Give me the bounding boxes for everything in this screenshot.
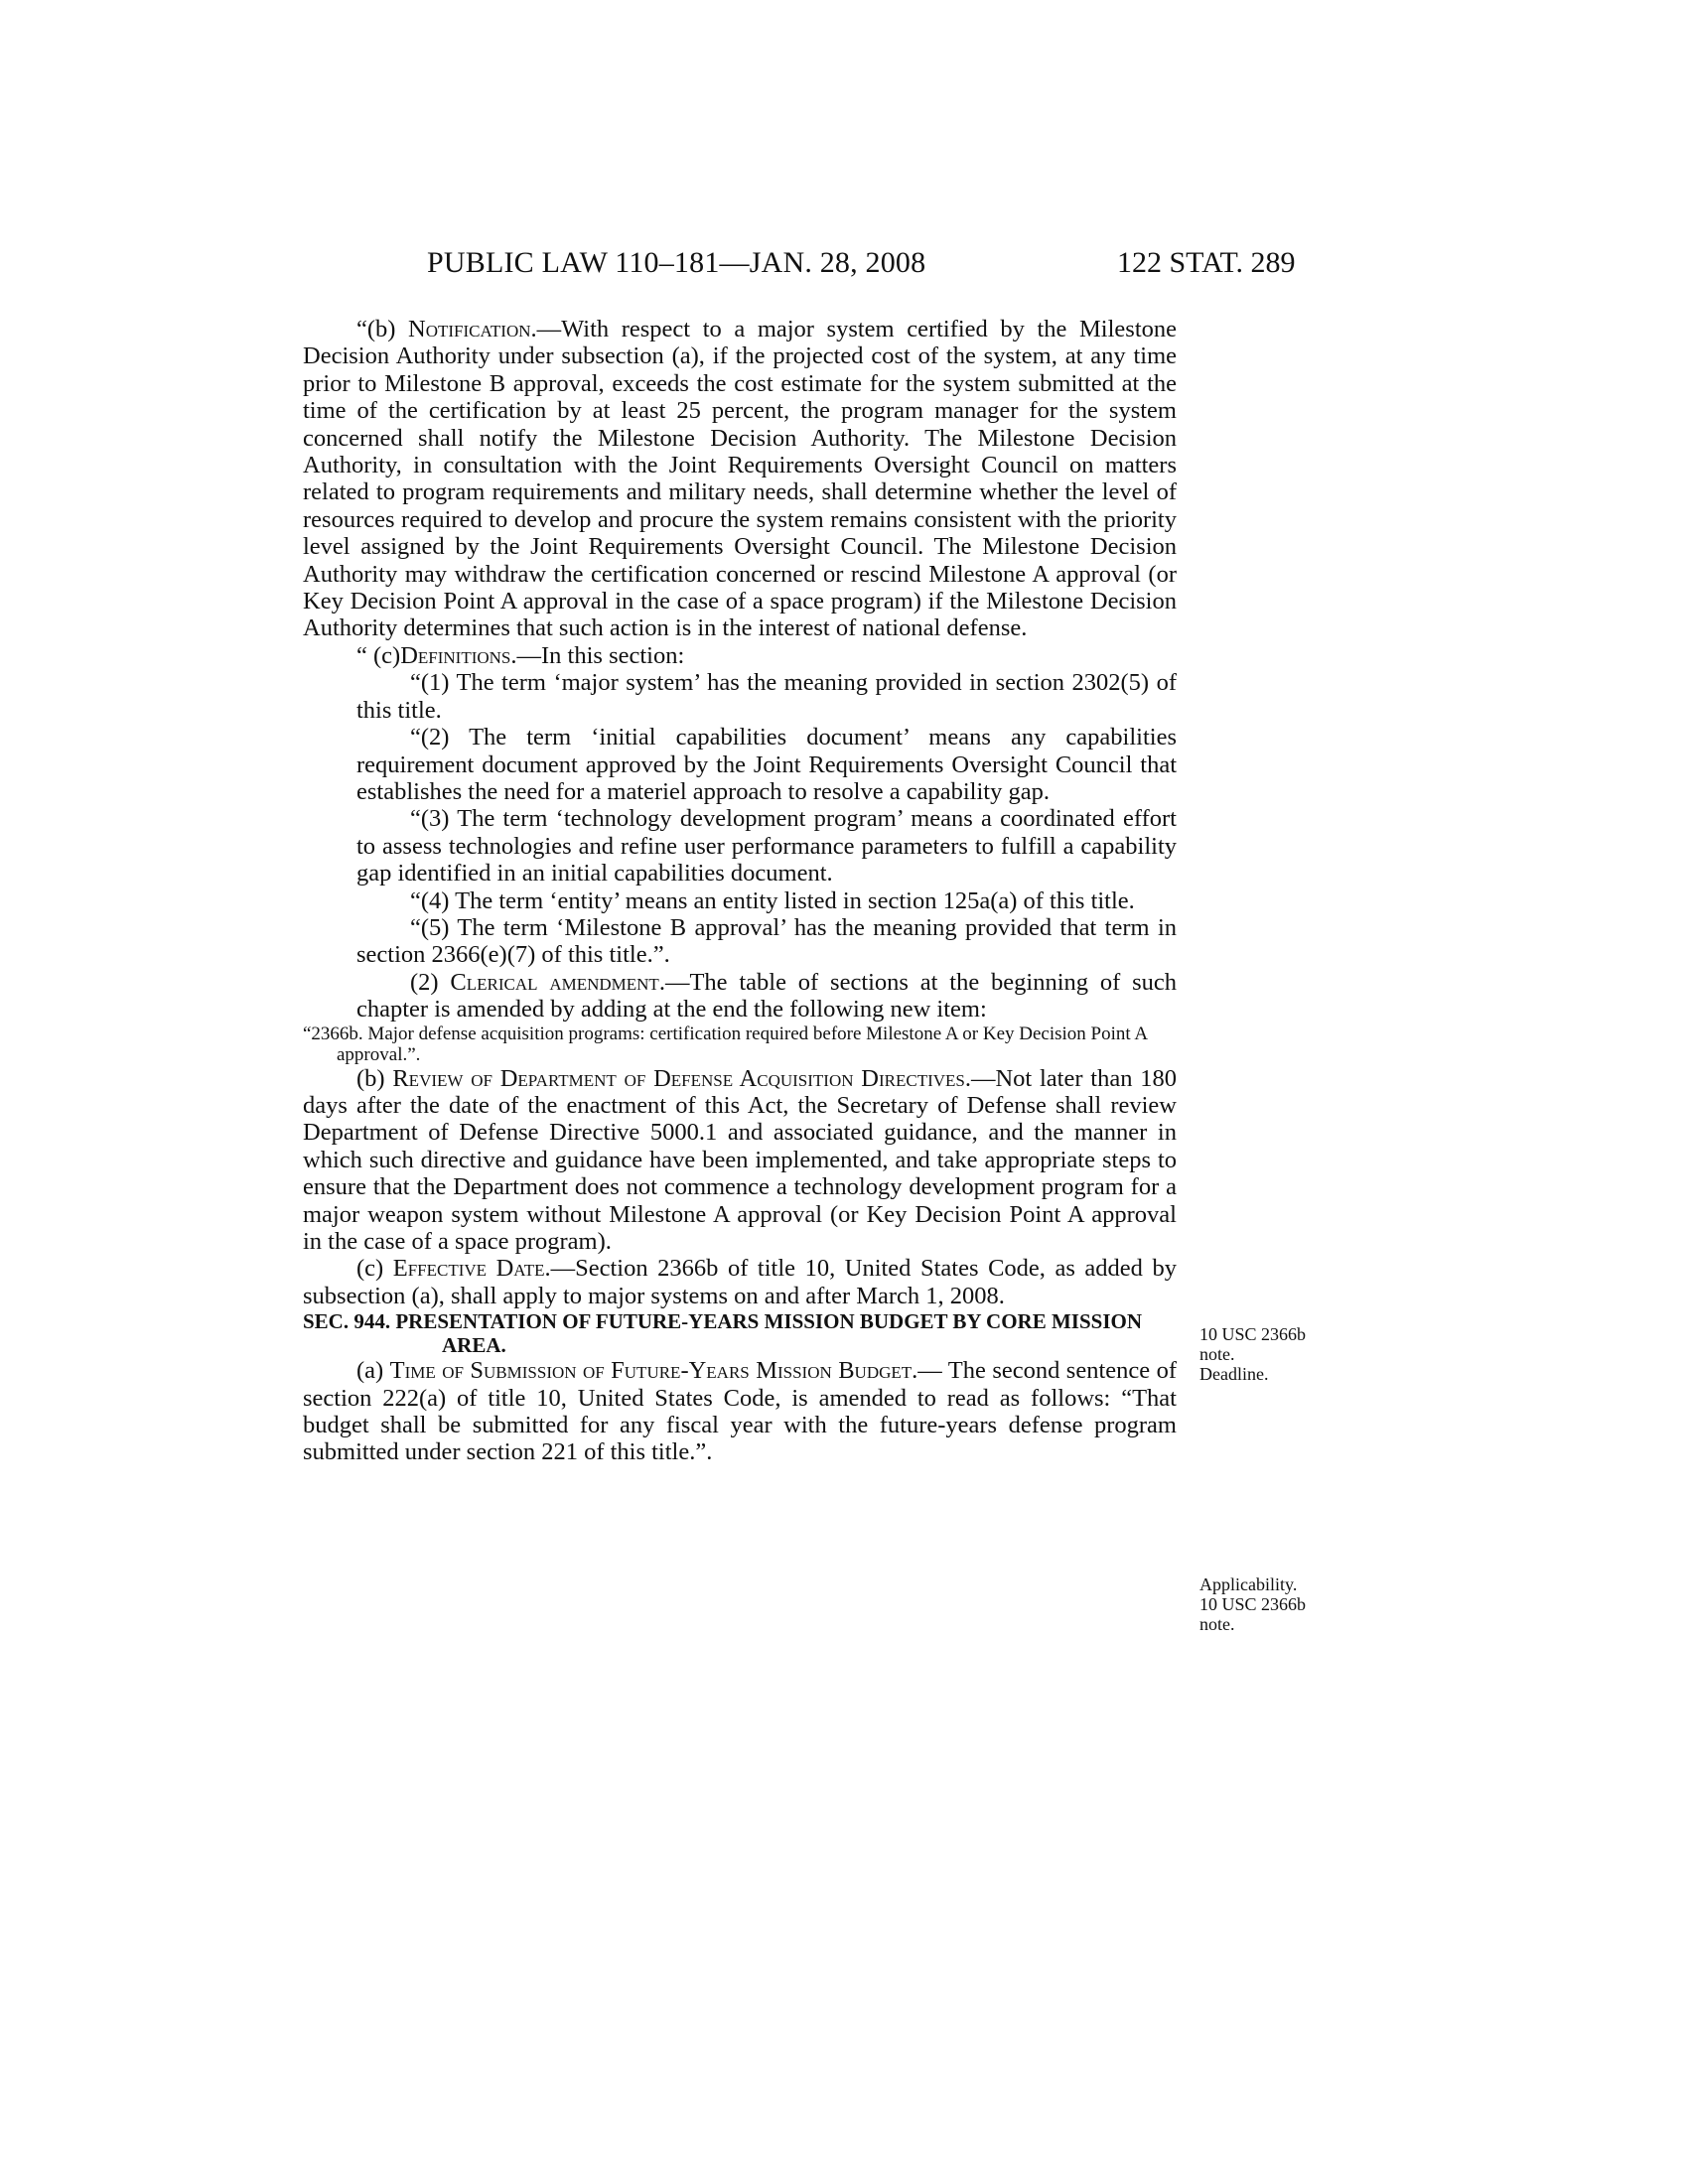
definition-3: “(3) The term ‘technology development program’ means a coordinated effort to assess technologies and refine user performance parameters to fulfill a capability gap identified in an initial capabilities document.	[356, 805, 1177, 887]
definition-5: “(5) The term ‘Milestone B approval’ has the meaning provided that term in section 2366(e)(7) of this title.”.	[356, 913, 1177, 969]
paragraph-lead: (c)	[356, 1255, 393, 1283]
margin-note-line: Deadline.	[1199, 1364, 1269, 1384]
paragraph-caption: Time of Submission of Future-Years Mission Budget	[389, 1357, 913, 1385]
margin-note-applicability	[1199, 1574, 1358, 1634]
paragraph-clerical-amendment	[303, 969, 1177, 1024]
paragraph-text: .—Not later than 180 days after the date of the enactment of this Act, the Secretary of Defense shall review Department of Defense Directive 5000.1 and associated guidance, and the manner in which such directive and guidance have been implemented, and take appropriate steps to ensure that the Department does not commence a technology development program for a major weapon system without Milestone A approval (or Key Decision Point A approval in the case of a space program).	[303, 1064, 1177, 1255]
paragraph-text: .—With respect to a major system certified by the Milestone Decision Authority under subsection (a), if the projected cost of the system, at any time prior to Milestone B approval, exceeds the cost estimate for the system submitted at the time of the certification by at least 25 percent, the program manager for the system concerned shall notify the Milestone Decision Authority. The Milestone Decision Authority, in consultation with the Joint Requirements Oversight Council on matters related to program requirements and military needs, shall determine whether the level of resources required to develop and procure the system remains consistent with the priority level assigned by the Joint Requirements Oversight Council. The Milestone Decision Authority may withdraw the certification concerned or rescind Milestone A approval (or Key Decision Point A approval in the case of a space program) if the Milestone Decision Authority determines that such action is in the interest of national defense.	[303, 316, 1178, 642]
definition-2: “(2) The term ‘initial capabilities document’ means any capabilities requirement document approved by the Joint Requirements Oversight Council that establishes the need for a materiel approach to resolve a capability gap.	[356, 724, 1177, 805]
paragraph-caption: Definitions	[400, 641, 511, 669]
paragraph-lead: “ (c)	[356, 641, 401, 669]
paragraph-caption: Effective Date	[392, 1255, 545, 1283]
margin-note-line: 10 USC 2366b	[1199, 1324, 1307, 1344]
page-header-title: PUBLIC LAW 110–181—JAN. 28, 2008	[427, 246, 926, 279]
margin-note-deadline	[1199, 1324, 1358, 1384]
paragraph-time-of-submission	[303, 1357, 1177, 1466]
paragraph-text: .—The table of sections at the beginning of such chapter is amended by adding at the end the following new item:	[356, 968, 1177, 1024]
page-header-stat: 122 STAT. 289	[1117, 246, 1296, 279]
paragraph-caption: Clerical amendment	[450, 968, 659, 996]
paragraph-text: .—In this section:	[510, 641, 685, 669]
definition-4: “(4) The term ‘entity’ means an entity listed in section 125a(a) of this title.	[410, 887, 1135, 914]
paragraph-lead: (a)	[356, 1357, 390, 1385]
paragraph-text: .— The second sentence of section 222(a) of title 10, United States Code, is amended to read as follows: “That budget shall be submitted for any fiscal year with the future-years defense program submitted under section 221 of this title.”.	[303, 1357, 1177, 1466]
margin-note-line: note.	[1199, 1344, 1235, 1364]
section-heading: SEC. 944. PRESENTATION OF FUTURE-YEARS MISSION BUDGET BY CORE MISSION AREA.	[303, 1309, 1143, 1358]
margin-note-line: Applicability.	[1199, 1574, 1298, 1594]
paragraph-effective-date	[303, 1255, 1177, 1309]
paragraph-text: .—Section 2366b of title 10, United States Code, as added by subsection (a), shall apply to major systems on and after March 1, 2008.	[303, 1255, 1177, 1309]
paragraph-definitions	[303, 642, 1177, 669]
paragraph-caption: Review of Department of Defense Acquisition Directives	[392, 1064, 965, 1092]
paragraph-lead: (b)	[356, 1064, 393, 1092]
paragraph-lead: (2)	[410, 968, 451, 996]
margin-note-line: 10 USC 2366b	[1199, 1594, 1307, 1614]
paragraph-review	[303, 1065, 1177, 1256]
margin-note-line: note.	[1199, 1614, 1235, 1634]
definition-1: “(1) The term ‘major system’ has the meaning provided in section 2302(5) of this title.	[356, 669, 1177, 724]
paragraph-notification	[303, 316, 1177, 642]
paragraph-lead: “(b)	[356, 316, 409, 342]
table-of-sections-item: “2366b. Major defense acquisition programs: certification required before Milestone A or Key Decision Point A approval.”.	[303, 1023, 1148, 1065]
paragraph-caption: Notification	[408, 316, 531, 342]
document-body	[303, 316, 1177, 1466]
